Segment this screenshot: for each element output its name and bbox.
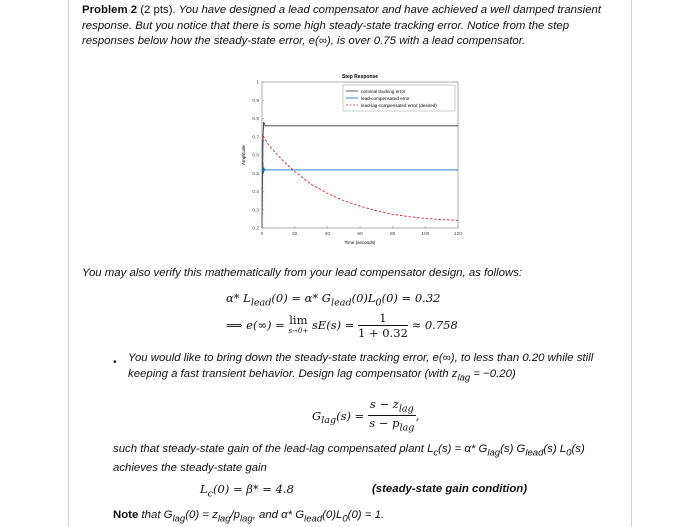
- legend-label-nominal: nominal tracking error: [361, 89, 406, 94]
- equation-gain-condition: $L_c(0) = \beta* = 4.8$: [200, 482, 294, 500]
- y-tick-label: 0.8: [252, 117, 259, 123]
- equation-lead-gain: α* $L_{lead}(0) = \alpha*$ $G_{lead}(0)L_0(0) = 0.32$: [226, 291, 441, 309]
- note-text: Note that $G_{lag}(0) = z_{lag}/p_{lag}$, and α* $G_{lead}(0)L_0(0) = 1$.: [113, 509, 385, 525]
- legend-label-leadlag: lead-lag-compensated error (desired): [361, 103, 437, 108]
- y-tick-label: 0.4: [252, 190, 259, 196]
- x-tick-label: 80: [389, 232, 396, 237]
- chart-legend: [343, 85, 455, 111]
- x-tick-label: 120: [453, 232, 463, 237]
- bullet-marker: •: [113, 357, 117, 368]
- x-tick-label: 0: [260, 232, 264, 237]
- problem-statement: [82, 3, 622, 50]
- y-tick-label: 1: [256, 80, 259, 86]
- y-tick-label: 0.5: [252, 171, 259, 177]
- y-tick-label: 0.7: [252, 135, 259, 141]
- x-tick-label: 100: [421, 232, 430, 237]
- problem-points: (2 pts).: [140, 4, 176, 16]
- equation-glag: $G_{lag}(s)$ = $\frac{s - z_{lag}}{s - p_{lag}}$ ,: [312, 397, 420, 434]
- bullet-text: You would like to bring down the steady-state tracking error, e(∞), to less than 0.20 while still keeping a fast transient behavior. Design lag compensator (with $z_{lag} = -0.20$): [128, 352, 594, 383]
- x-tick-label: 20: [291, 232, 298, 237]
- chart-title: Step Response: [341, 74, 379, 80]
- y-tick-label: 0.2: [252, 226, 259, 232]
- x-tick-label: 40: [324, 232, 331, 237]
- problem-title: Problem 2: [82, 4, 138, 16]
- equation-steady-state-error: ⟹ e(∞) = lim s→0+ sE(s) = $\frac{1}{1 + 0.32}$ ≈ 0.758: [226, 311, 458, 340]
- y-tick-label: 0.9: [252, 98, 259, 104]
- problem-intro: You have designed a lead compensator and have achieved a well damped transient response. But you notice that there is some high steady-state tracking error. Notice from the step responses below how the steady-state error, e(∞), is over 0.75 with a lead compensator.: [82, 4, 602, 47]
- y-tick-label: 0.6: [252, 153, 259, 159]
- chart-ylabel: Amplitude: [241, 144, 246, 166]
- gain-condition-label: (steady-state gain condition): [372, 483, 528, 495]
- step-response-chart: [225, 70, 475, 252]
- chart-xlabel: Time (seconds): [344, 240, 376, 245]
- such-that-text: such that steady-state gain of the lead-lag compensated plant $L_c(s) = \alpha*$ $G_{lag}(s)$ $G_{lead}(s)$ $L_0(s)$ achieves the steady-state gain: [113, 443, 585, 474]
- legend-label-lead: lead-compensated error: [361, 96, 410, 101]
- x-tick-label: 60: [357, 232, 363, 237]
- verify-text: You may also verify this mathematically from your lead compensator design, as follows:: [82, 267, 522, 279]
- y-tick-label: 0.3: [252, 208, 259, 214]
